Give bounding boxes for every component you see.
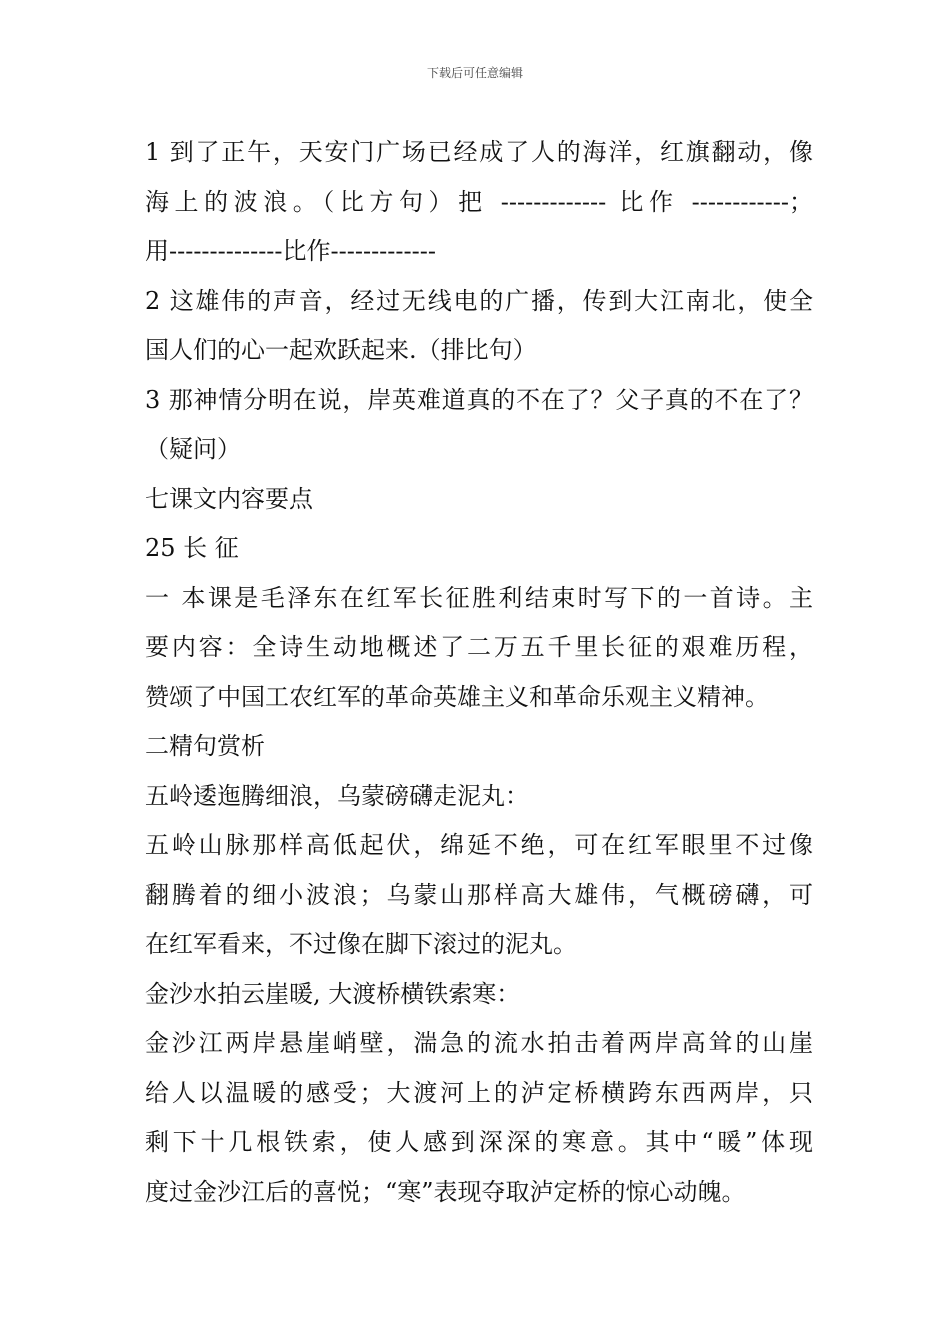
- text-line: 五岭山脉那样高低起伏，绵延不绝，可在红军眼里不过像: [145, 831, 813, 859]
- text-line: 国人们的心一起欢跃起来.（排比句）: [145, 336, 537, 364]
- text-line: 用--------------比作-------------: [145, 237, 436, 265]
- text-line: 3 那神情分明在说，岸英难道真的不在了？父子真的不在了？: [145, 385, 813, 414]
- text-line: 1 到了正午，天安门广场已经成了人的海洋，红旗翻动，像: [145, 138, 813, 166]
- page-header: 下载后可任意编辑: [426, 66, 523, 80]
- text-line: 赞颂了中国工农红军的革命英雄主义和革命乐观主义精神。: [145, 682, 769, 711]
- text-line: 一 本课是毛泽东在红军长征胜利结束时写下的一首诗。主: [145, 583, 813, 612]
- text-line: 剩下十几根铁索，使人感到深深的寒意。其中“暖”体现: [145, 1128, 813, 1156]
- section-heading: 七课文内容要点: [145, 484, 313, 513]
- text-line: 度过金沙江后的喜悦；“寒”表现夺取泸定桥的惊心动魄。: [145, 1177, 746, 1206]
- section-heading: 二精句赏析: [145, 732, 265, 760]
- document-body: [145, 128, 813, 1217]
- text-line: 要内容：全诗生动地概述了二万五千里长征的艰难历程，: [145, 633, 813, 661]
- text-line: 2 这雄伟的声音，经过无线电的广播，传到大江南北，使全: [145, 286, 813, 315]
- poem-line: 金沙水拍云崖暖, 大渡桥横铁索寒：: [145, 979, 521, 1008]
- text-line: （疑问）: [145, 435, 241, 463]
- lesson-title: 25 长 征: [145, 534, 239, 562]
- text-line: 在红军看来，不过像在脚下滚过的泥丸。: [145, 930, 577, 958]
- text-line: 翻腾着的细小波浪；乌蒙山那样高大雄伟，气概磅礴，可: [145, 880, 813, 909]
- text-line: 金沙江两岸悬崖峭壁，湍急的流水拍击着两岸高耸的山崖: [145, 1029, 813, 1057]
- text-line: 海上的波浪。（比方句）把 ------------- 比作 ------------；: [145, 187, 813, 216]
- text-line: 给人以温暖的感受；大渡河上的泸定桥横跨东西两岸，只: [145, 1078, 813, 1107]
- poem-line: 五岭逶迤腾细浪，乌蒙磅礴走泥丸：: [145, 781, 529, 810]
